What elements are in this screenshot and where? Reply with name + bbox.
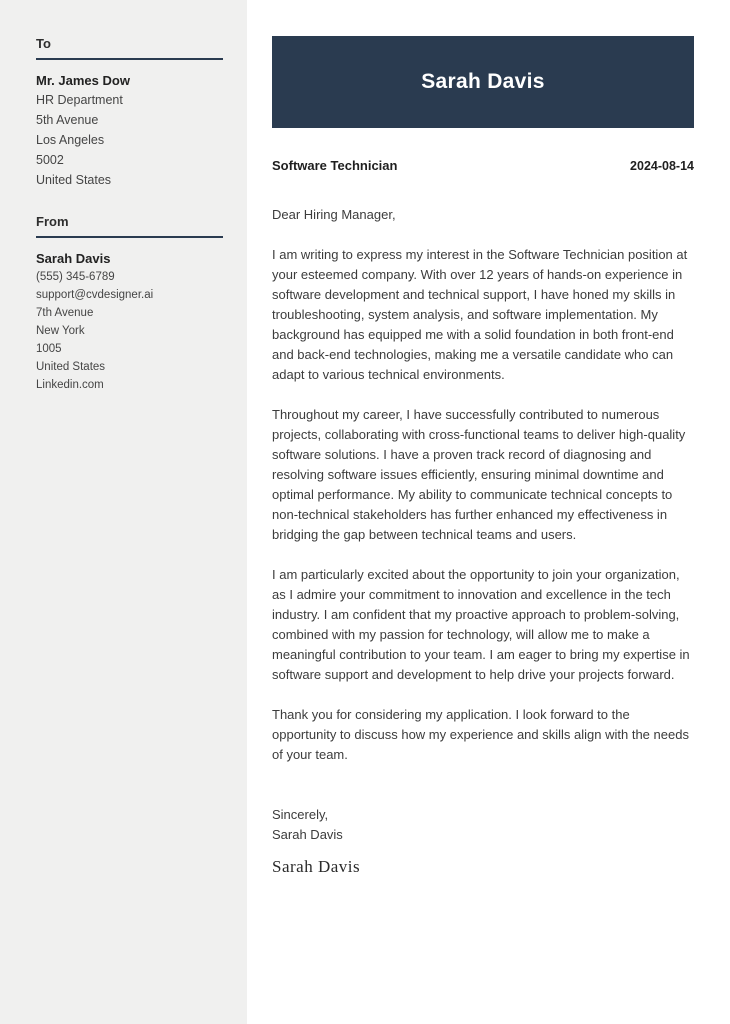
contact-sidebar <box>0 0 247 1024</box>
closing-block <box>272 805 694 877</box>
sender-detail-line: United States <box>36 361 106 373</box>
salutation: Dear Hiring Manager, <box>272 207 396 222</box>
letter-paragraph: I am writing to express my interest in the Software Technician position at your esteemed company. With over 12 years of hands-on experience in software development and technical support, I have honed my skills in troubleshooting, system analysis, and software implementation. My background has equipped me with a solid foundation in both front-end and back-end technologies, making me a versatile candidate who can adapt to various technical environments. <box>272 247 688 382</box>
recipient-detail-line: Los Angeles <box>36 133 105 147</box>
recipient-detail-line: 5th Avenue <box>36 113 99 127</box>
job-title: Software Technician <box>272 158 398 173</box>
meta-row <box>272 158 694 173</box>
sender-section <box>36 214 223 394</box>
letter-date: 2024-08-14 <box>630 159 694 173</box>
sender-detail-line: 1005 <box>36 343 62 355</box>
recipient-section <box>36 36 223 190</box>
letter-paragraph: Thank you for considering my application. I look forward to the opportunity to discuss how my experience and skills align with the needs of your team. <box>272 707 689 762</box>
recipient-detail-line: United States <box>36 173 112 187</box>
sender-detail-line: New York <box>36 325 85 337</box>
recipient-details <box>36 90 223 190</box>
closing-name: Sarah Davis <box>272 827 343 842</box>
recipient-name: Mr. James Dow <box>36 73 130 88</box>
letter-main <box>247 0 730 1024</box>
sender-section-label: From <box>36 214 223 238</box>
applicant-name: Sarah Davis <box>421 70 545 93</box>
sender-detail-line: Linkedin.com <box>36 379 104 391</box>
recipient-detail-line: HR Department <box>36 93 123 107</box>
recipient-section-label: To <box>36 36 223 60</box>
sender-detail-line: (555) 345-6789 <box>36 271 115 283</box>
closing-word: Sincerely, <box>272 807 329 822</box>
sender-detail-line: support@cvdesigner.ai <box>36 289 154 301</box>
letter-paragraph: Throughout my career, I have successfully contributed to numerous projects, collaborating with cross-functional teams to deliver high-quality software solutions. I have a proven track record of diagnosing and resolving software issues efficiently, ensuring minimal downtime and optimal performance. My ability to communicate technical concepts to non-technical stakeholders has further enhanced my effectiveness in bridging the gap between technical teams and users. <box>272 407 686 542</box>
sender-details <box>36 268 223 394</box>
sender-detail-line: 7th Avenue <box>36 307 94 319</box>
letter-body <box>272 205 694 877</box>
recipient-detail-line: 5002 <box>36 153 64 167</box>
letter-paragraphs <box>272 245 694 765</box>
sender-name: Sarah Davis <box>36 251 111 266</box>
name-banner <box>272 36 694 128</box>
signature: Sarah Davis <box>272 857 361 876</box>
letter-paragraph: I am particularly excited about the opportunity to join your organization, as I admire your commitment to innovation and excellence in the tech industry. I am confident that my proactive approach to problem-solving, combined with my passion for technology, will allow me to make a meaningful contribution to your team. I am eager to bring my expertise in software support and development to help drive your projects forward. <box>272 567 690 682</box>
